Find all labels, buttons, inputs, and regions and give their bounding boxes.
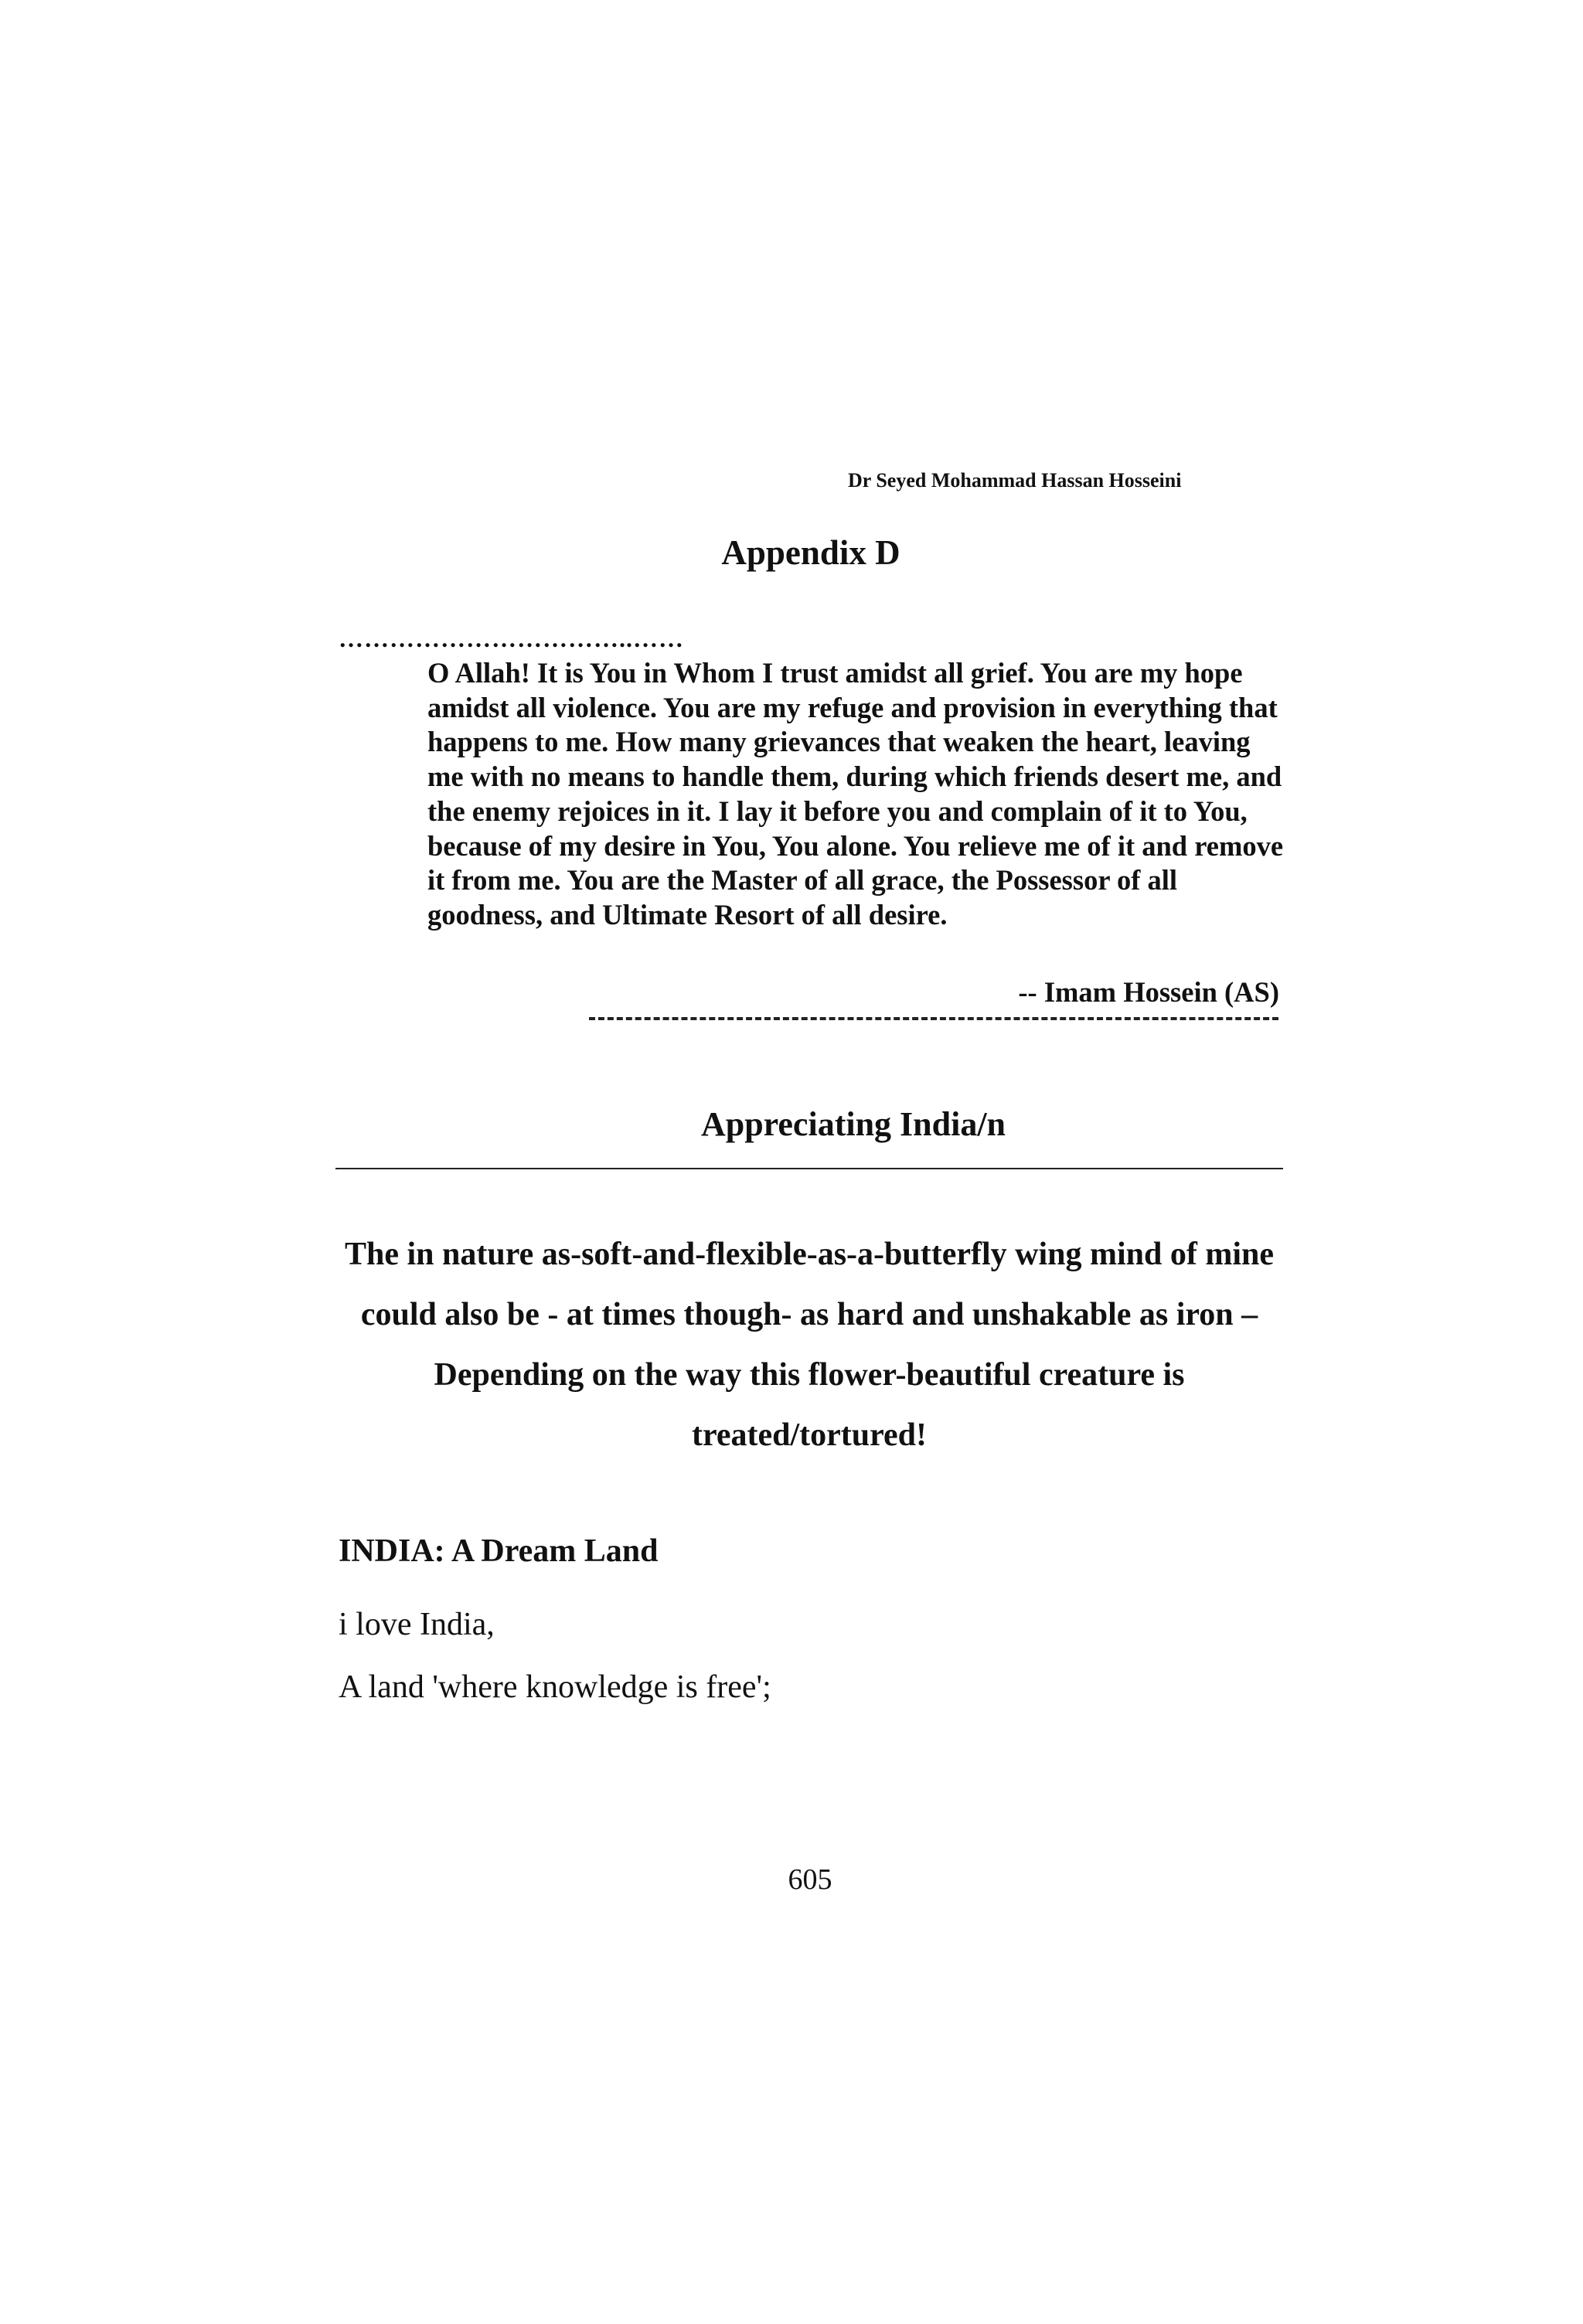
epigraph-quote: The in nature as-soft-and-flexible-as-a-butterfly wing mind of mine could also be - at times though- as hard and unshakable as iron –Depending on the way this flower-beautiful creature is treated/tortured! bbox=[344, 1237, 1275, 1453]
prayer-text: O Allah! It is You in Whom I trust amidst all grief. You are my hope amidst all violence. You are my refuge and provision in everything that happens to me. How many grievances that weaken the heart, leaving me with no means to handle them, during which friends desert me, and the enemy rejoices in it. I lay it before you and complain of it to You, because of my desire in You, You alone. You relieve me of it and remove it from me. You are the Master of all grace, the Possessor of all goodness, and Ultimate Resort of all desire. bbox=[427, 657, 1284, 931]
running-head: Dr Seyed Mohammad Hassan Hosseini bbox=[848, 469, 1182, 492]
prayer-attribution: -- Imam Hossein (AS) bbox=[1018, 976, 1279, 1008]
poem-heading: INDIA: A Dream Land bbox=[339, 1533, 659, 1569]
poem-line: A land 'where knowledge is free'; bbox=[339, 1669, 771, 1705]
dashed-divider bbox=[589, 1017, 1278, 1034]
horizontal-rule bbox=[335, 1168, 1283, 1169]
page-number: 605 bbox=[788, 1863, 832, 1896]
section-title: Appreciating India/n bbox=[700, 1105, 1006, 1143]
appendix-title: Appendix D bbox=[721, 533, 900, 572]
poem-line: i love India, bbox=[339, 1607, 495, 1642]
dotted-leader: ……………………………..…… bbox=[339, 624, 684, 652]
